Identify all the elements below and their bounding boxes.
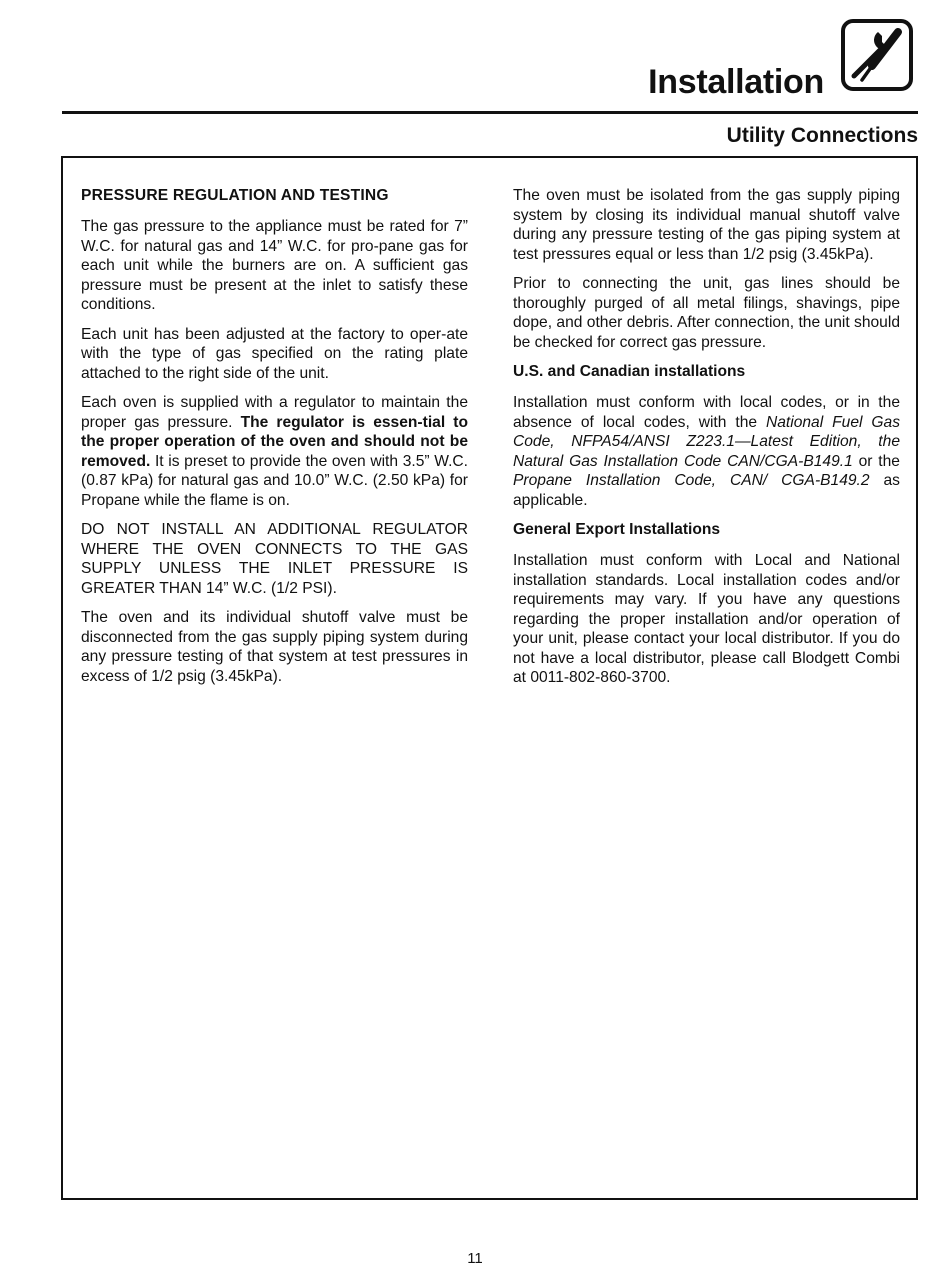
header-rule: [62, 111, 918, 114]
paragraph-factory-adjustment: Each unit has been adjusted at the factory to oper-ate with the type of gas specified on the rating plate attached to the right side of the unit.: [81, 325, 468, 382]
codes-text-start: Installation must conform with local codes, or in the absence of local codes, with the: [513, 394, 900, 431]
codes-text-mid: or the: [852, 452, 900, 470]
chapter-title: Installation: [648, 63, 824, 101]
paragraph-regulator: [81, 393, 468, 510]
regulator-text-end: It is preset to provide the oven with 3.5” W.C. (0.87 kPa) for natural gas and 10.0” W.C. (2.50 kPa) for Propane while the flame is on.: [81, 452, 468, 509]
heading-us-canadian-installations: U.S. and Canadian installations: [513, 363, 746, 380]
regulator-text-start: Each oven is supplied with a regulator to maintain the proper gas pressure.: [81, 394, 468, 431]
paragraph-export-standards: Installation must conform with Local and National installation standards. Local installation codes and/or requirements may vary. If you have any questions regarding the proper installation and/or operation of your unit, please contact your local distributor. If you do not have a local distributor, please call Blodgett Combi at 0011-802-860-3700.: [513, 552, 900, 686]
right-column: [513, 186, 900, 698]
paragraph-gas-pressure-rating: The gas pressure to the appliance must be rated for 7” W.C. for natural gas and 14” W.C. for pro-pane gas for each unit while the burners are on. A sufficient gas pressure must be present at the inlet to satisfy these conditions.: [81, 218, 468, 313]
codes-natural-gas-italic: National Fuel Gas Code, NFPA54/ANSI Z223.1—Latest Edition, the Natural Gas Installation Code CAN/CGA-B149.1: [513, 413, 900, 470]
section-title: Utility Connections: [726, 124, 918, 147]
heading-pressure-regulation: PRESSURE REGULATION AND TESTING: [81, 187, 389, 204]
paragraph-isolation-testing: The oven must be isolated from the gas supply piping system by closing its individual manual shutoff valve during any pressure testing of the gas piping system at test pressures equal or less than 1/2 psig (3.45kPa).: [513, 187, 900, 263]
regulator-warning-bold: The regulator is essen-tial to the proper operation of the oven and should not be removed.: [81, 413, 468, 470]
codes-text-end: as applicable.: [513, 472, 900, 509]
paragraph-disconnect-testing: The oven and its individual shutoff valve must be disconnected from the gas supply piping system during any pressure testing of that system at test pressures in excess of 1/2 psig (3.45kPa).: [81, 609, 468, 685]
page-number: 11: [467, 1250, 483, 1267]
paragraph-purge-gas-lines: Prior to connecting the unit, gas lines should be thoroughly purged of all metal filings, shavings, pipe dope, and other debris. After connection, the unit should be checked for correct gas pressure.: [513, 275, 900, 351]
left-column: [81, 186, 468, 696]
paragraph-additional-regulator-warning: DO NOT INSTALL AN ADDITIONAL REGULATOR WHERE THE OVEN CONNECTS TO THE GAS SUPPLY UNLESS THE INLET PRESSURE IS GREATER THAN 14” W.C. (1/2 PSI).: [81, 521, 468, 597]
codes-propane-italic: Propane Installation Code, CAN/ CGA-B149.2: [513, 472, 870, 489]
content-frame: [61, 156, 918, 1200]
paragraph-code-conformance: [513, 393, 900, 510]
heading-general-export-installations: General Export Installations: [513, 521, 721, 538]
wrench-screwdriver-icon: [840, 18, 914, 92]
